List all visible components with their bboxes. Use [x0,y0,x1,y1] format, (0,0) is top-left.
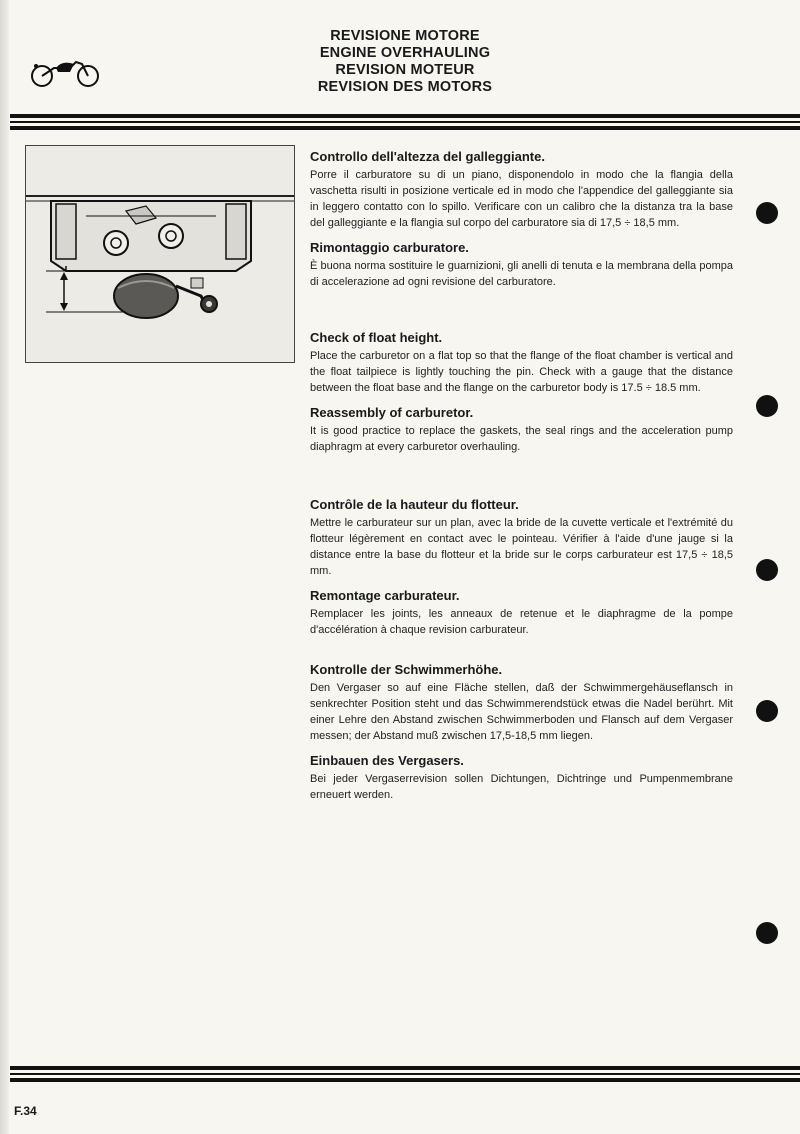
section-heading: Einbauen des Vergasers. [310,753,464,768]
section-heading: Controllo dell'altezza del galleggiante. [310,149,545,164]
section-paragraph: Mettre le carburateur sur un plan, avec la bride de la cuvette verticale et l'extrémité du flotteur légèrement en contact avec le pointeau. Vérifier à l'aide d'une jauge si la distance entre la base du flotteur et la bride sur le corps carburateur est 17,5 ÷ 18,5 mm. [310,517,733,577]
section-heading: Remontage carburateur. [310,588,460,603]
header-title-en: ENGINE OVERHAULING [319,45,491,61]
section-heading: Check of float height. [310,330,443,345]
section-paragraph: Remplacer les joints, les anneaux de retenue et le diaphragme de la pompe d'accélération à chaque revision carburateur. [310,608,733,636]
section-paragraph: Den Vergaser so auf eine Fläche stellen, daß der Schwimmergehäuseflansch in senkrechter Position steht und das Schwimmerendstück etwas die Nadel berührt. Mit einer Lehre den Abstand zwischen Schwimmerboden und Flansch auf dem Vergaser messen; der Abstand muß zwischen 17,5-18,5 mm liegen. [310,682,733,742]
section-english [310,329,733,455]
section-paragraph: Porre il carburatore su di un piano, disponendolo in modo che la flangia della vaschetta risulti in posizione verticale ed in modo che l'appendice del galleggiante sia in leggero contatto con lo spillo. Verificare con un calibro che la distanza tra la base del galleggiante e la flangia sul corpo del carburatore sia di 17,5 ÷ 18,5 mm. [310,169,733,229]
section-paragraph: Bei jeder Vergaserrevision sollen Dichtungen, Dichtringe und Pumpenmembrane erneuert werden. [310,773,733,801]
header-title-de: REVISION DES MOTORS [317,79,493,95]
footer-rule-middle [10,1073,800,1075]
section-heading: Reassembly of carburetor. [310,405,474,420]
header-title-fr: REVISION MOTEUR [335,62,475,78]
header-rule-bottom [10,126,800,130]
page-header [260,28,550,96]
binder-hole-dot [756,395,778,417]
header-rule-middle [10,121,800,123]
section-german [310,661,733,803]
section-italian [310,148,733,290]
footer-rule-top [10,1066,800,1070]
binder-hole-dot [756,922,778,944]
section-heading: Rimontaggio carburatore. [310,240,469,255]
binder-hole-dot [756,700,778,722]
header-rule-top [10,114,800,118]
binder-hole-dot [756,559,778,581]
section-paragraph: È buona norma sostituire le guarnizioni, gli anelli di tenuta e la membrana della pompa di accelerazione ad ogni revisione del carburatore. [310,260,733,288]
section-paragraph: Place the carburetor on a flat top so that the flange of the float chamber is vertical and the float tailpiece is lightly touching the pin. Check with a gauge that the distance between the float base and the flange on the carburetor body is 17.5 ÷ 18.5 mm. [310,350,733,394]
binder-hole-dot [756,202,778,224]
section-french [310,496,733,638]
section-heading: Contrôle de la hauteur du flotteur. [310,497,519,512]
section-heading: Kontrolle der Schwimmerhöhe. [310,662,503,677]
section-paragraph: It is good practice to replace the gaskets, the seal rings and the acceleration pump diaphragm at every carburetor overhauling. [310,425,733,453]
carburetor-diagram [25,145,295,363]
page-number: F.34 [14,1104,37,1118]
footer-rule-bottom [10,1078,800,1082]
binding-edge [0,0,9,1134]
motorcycle-icon [30,56,100,90]
header-title-it: REVISIONE MOTORE [330,28,480,44]
